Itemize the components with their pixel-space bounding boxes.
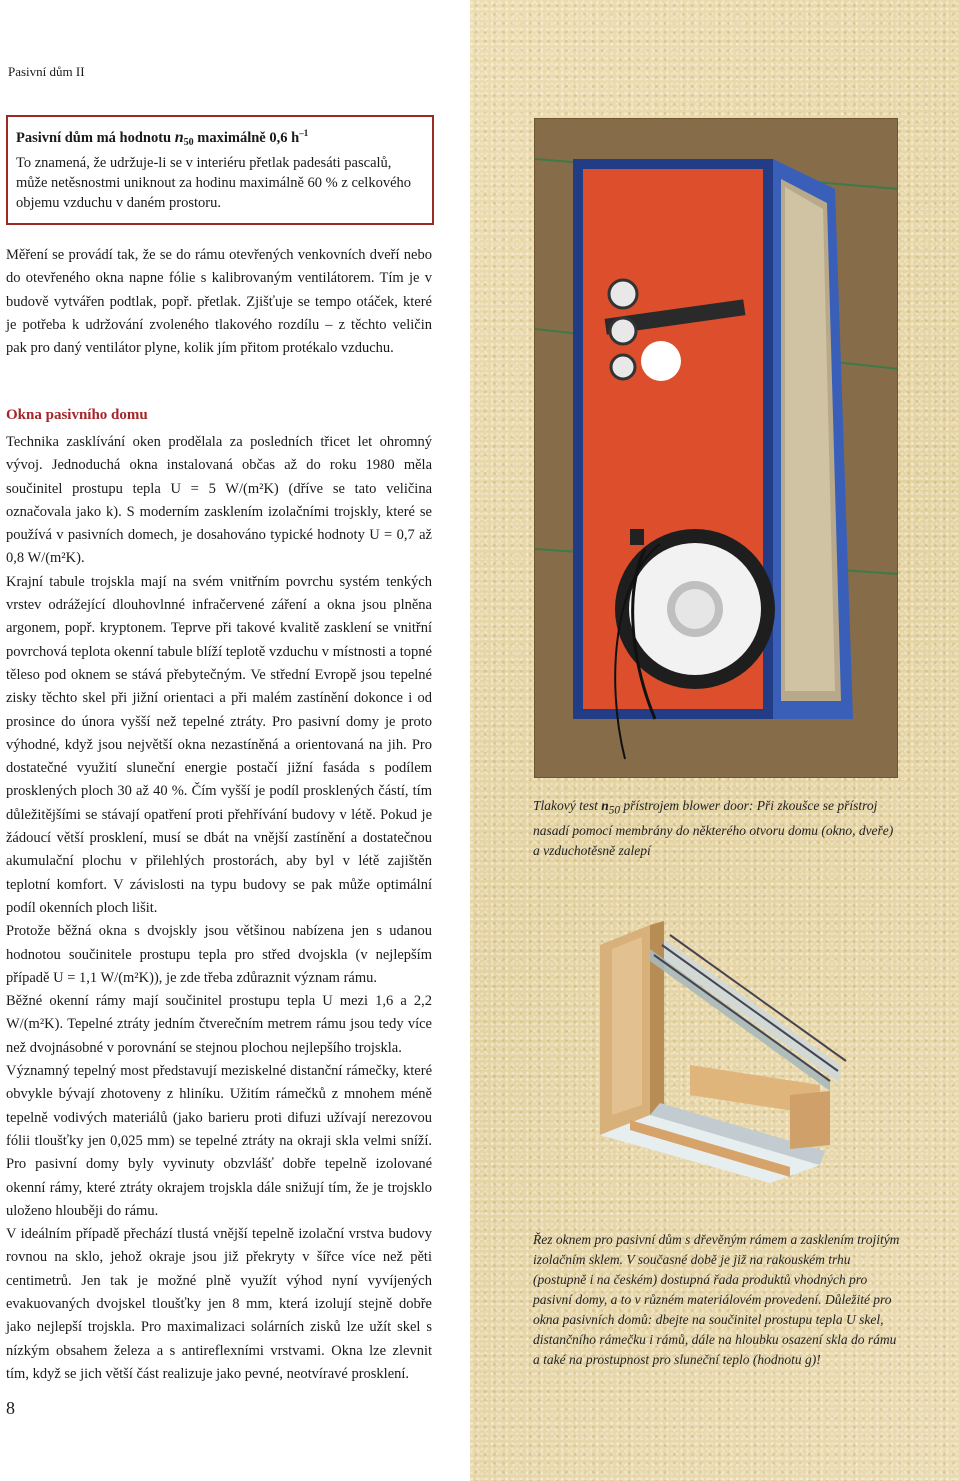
- body-text: [6, 431, 432, 1386]
- window-section-illustration: [590, 915, 870, 1185]
- box-body: To znamená, že udržuje-li se v interiéru přetlak padesáti pascalů, může netěsnostmi uniknout za hodinu maximálně 60 % z celkového objemu vzduchu v daném prostoru.: [16, 155, 412, 211]
- window-section-image: [590, 915, 870, 1185]
- paragraph: Významný tepelný most představují meziskelné distanční rámečky, které obvykle bývají zhotoveny z hliníku. Užitím rámečků z mnohem méně tepelně vodivých materiálů (jako barieru proti difuzi užívají nerezovou fólii tloušťky jen 0,025 mm) se tepelné ztráty na okraji skla velmi sníží. Pro pasivní domy byly vyvinuty obzvlášť dobře tepelně izolované okenní rámy, které ztráty okrajem trojskla dále snižují tím, že je trojsklo uloženo hlouběji do rámu.: [6, 1063, 432, 1219]
- paragraph: Protože běžná okna s dvojskly jsou většinou nabízena jen s udanou hodnotou součinitele prostupu tepla pro střed dvojskla (v nejlepším případě U = 1,1 W/(m²K)), je zde třeba zdůraznit význam rámu.: [6, 923, 432, 986]
- paragraph-measurement: Měření se provádí tak, že se do rámu otevřených venkovních dveří nebo do otevřeného okna napne fólie s kalibrovaným ventilátorem. Tím je v budově vytvářen podtlak, popř. přetlak. Zjišťuje se tempo otáček, které je potřeba k udržování zvoleného tlakového rozdílu – z těchto veličin pak pro daný ventilátor plyne, kolik jím přitom protékalo vzduchu.: [6, 247, 432, 357]
- paragraph: Běžné okenní rámy mají součinitel prostupu tepla U mezi 1,6 a 2,2 W/(m²K). Tepelné ztráty jedním čtverečním metrem rámu jsou tedy více než dvojnásobné v porovnání se stejnou plochou nejlepšího trojskla.: [6, 993, 432, 1056]
- blower-door-photo: [534, 118, 898, 778]
- paragraph: Krajní tabule trojskla mají na svém vnitřním povrchu systém tenkých vrstev odrážející dlouhovlnné infračervené záření a okna jsou plněna argonem, popř. kryptonem. Teprve při takové kvalitě zasklení se vnitřní povrchová teplota okenní tabule blíží teplotě vzduchu v místnosti a topné těleso pod oknem se stává přebytečným. Ve střední Evropě jsou tepelné zisky těchto skel při jižní orientaci a při malém zastínění dokonce i od prosince do února vyšší než tepelné ztráty. Pro pasivní domy je proto výhodné, když jsou největší okna nezastíněná a orientovaná na jih. Pro dostatečné využití sluneční energie postačí jižní fasáda s podílem prosklených ploch 30 až 40 %. Čím vyšší je podíl prosklených částí, tím důležitějšími se stávají opatření proti přehřívání budovy v létě. Pokud je žádoucí větší prosklení, musí se dbát na vnější zastínění a dostatečnou akumulační plochu v přilehlých prostorách, aby byl v létě zajištěn teplotní komfort. V závislosti na typu budovy se pak může optimální podíl okenních ploch lišit.: [6, 573, 432, 916]
- paragraph: Technika zasklívání oken prodělala za posledních třicet let ohromný vývoj. Jednoduchá okna instalovaná občas až do roku 1980 měla součinitel prostupu tepla U = 5 W/(m²K) (dříve se tato veličina označovala jako k). S moderním zasklením izolačními trojskly, které se používá v pasivních domech, je dosahováno typické hodnoty U = 0,7 až 0,8 W/(m²K).: [6, 434, 432, 567]
- box-title: Pasivní dům má hodnotu $n_{50}$ maximálně 0,6 $h^{-1}$: [16, 128, 309, 148]
- page-number: 8: [6, 1398, 15, 1418]
- section-heading: Okna pasivního domu: [6, 407, 148, 423]
- caption-blower-door: Tlakový test $n_{50}$ přístrojem blower door: Při zkoušce se přístroj nasadí pomocí membrány do některého otvoru domu (okno, dveře) a vzduchotěsně zalepí: [533, 798, 894, 858]
- highlight-box: [6, 115, 434, 225]
- blower-door-illustration: [535, 119, 898, 778]
- running-header: Pasivní dům II: [8, 64, 85, 79]
- paragraph: V ideálním případě přechází tlustá vnější tepelně izolační vrstva budovy rovnou na sklo, jehož okraje jsou již překryty v šířce více než pěti centimetrů. Jen tak je možné plně využít výhod nyní vyvíjených evakuovaných dvojskel tloušťky jen 8 mm, která izolují stejně dobře jako nejlepší trojskla. Pro maximalizaci solárních zisků lze užít skel s nízkým obsahem železa a s antireflexními vrstvami. Okna lze zlevnit tím, když se jich větší část realizuje jako pevné, neotvíravé prosklení.: [6, 1226, 432, 1382]
- caption-window-section: Řez oknem pro pasivní dům s dřevěným rámem a zasklením trojitým izolačním sklem. V současné době je již na rakouském trhu (postupně i na českém) dostupná řada produktů vhodných pro pasivní domy, a to v různém materiálovém provedení. Důležité pro okna pasivních domů: dbejte na součinitel prostupu tepla U skel, distančního rámečku i rámů, dále na hloubku osazení skla do rámu a také na prostupnost pro sluneční teplo (hodnotu g)!: [533, 1232, 900, 1367]
